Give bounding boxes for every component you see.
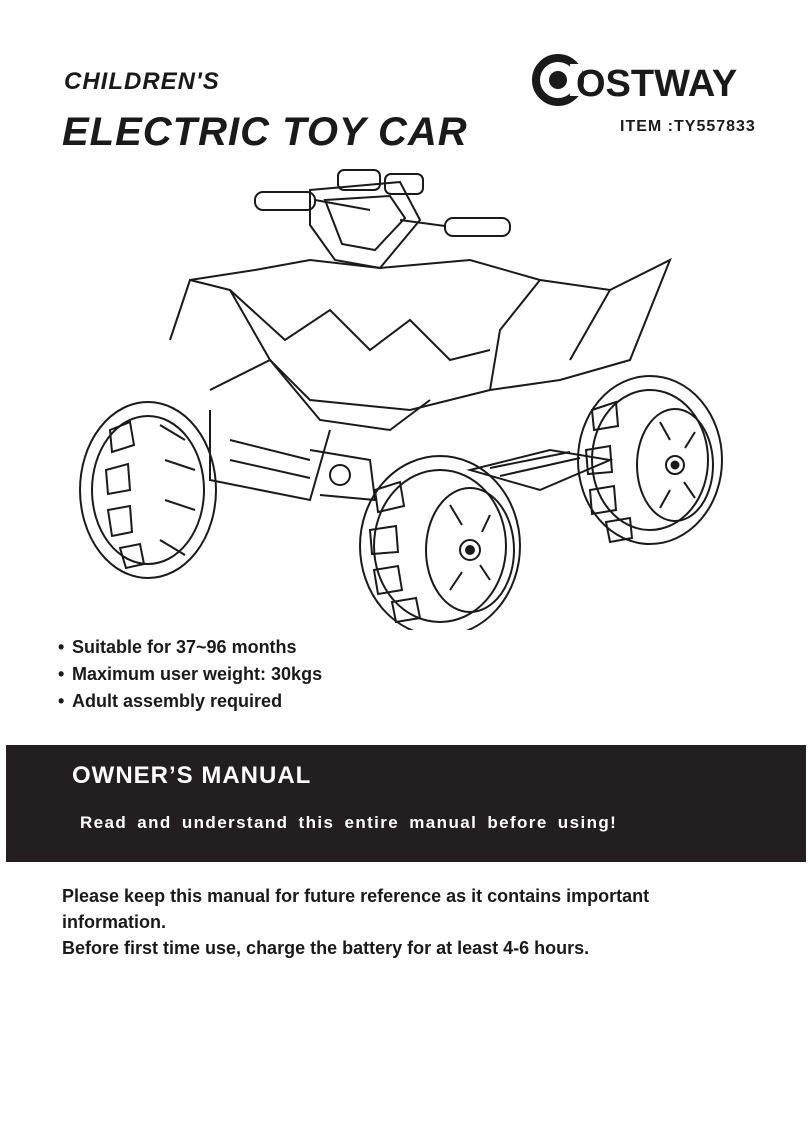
feature-text: Suitable for 37~96 months <box>72 637 297 657</box>
feature-text: Adult assembly required <box>72 691 283 711</box>
feature-text: Maximum user weight: 30kgs <box>72 664 323 684</box>
title-childrens: CHILDREN'S <box>64 68 220 95</box>
notes-section <box>62 883 752 961</box>
banner-title: OWNER’S MANUAL <box>72 762 312 789</box>
list-item <box>58 688 322 715</box>
page-title: ELECTRIC TOY CAR <box>62 110 468 154</box>
feature-list <box>58 634 322 715</box>
list-item <box>58 634 322 661</box>
note-text: Before first time use, charge the battery for at least 4-6 hours. <box>62 938 590 958</box>
bullet-icon: • <box>58 637 65 657</box>
note-text: Please keep this manual for future reference as it contains important information. <box>62 886 650 932</box>
quad-bike-illustration <box>70 160 740 630</box>
bullet-icon: • <box>58 664 65 684</box>
logo-wordmark: OSTWAY <box>576 63 738 105</box>
item-code: ITEM :TY557833 <box>620 118 756 135</box>
list-item <box>58 661 322 688</box>
bullet-icon: • <box>58 691 65 711</box>
costway-logo <box>530 50 770 110</box>
owners-manual-banner <box>6 745 806 862</box>
banner-subtitle: Read and understand this entire manual before using! <box>80 813 618 832</box>
